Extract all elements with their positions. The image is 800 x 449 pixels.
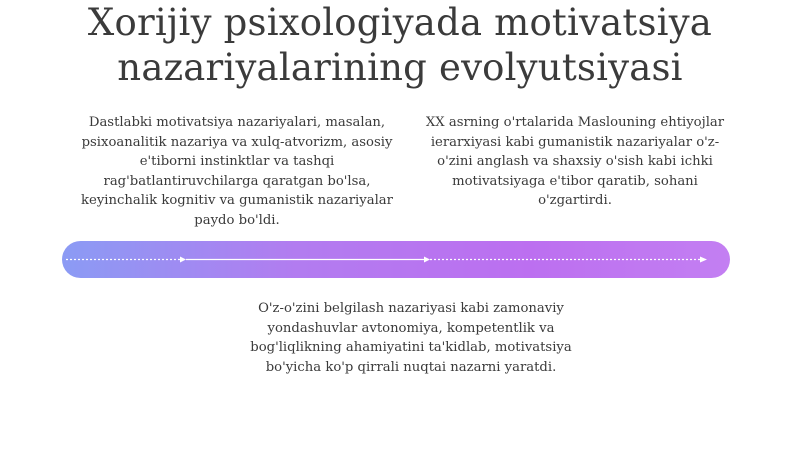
page-title: Xorijiy psixologiyada motivatsiya nazariyalarining evolyutsiyasi — [87, 1, 713, 89]
humanistic-theories-text: XX asrning o'rtalarida Maslouning ehtiyojlar ierarxiyasi kabi gumanistik nazariyalar o'z-o'zini anglash va shaxsiy o'sish kabi ichki motivatsiyaga e'tibor qaratib, sohani o'zgartirdi. — [425, 115, 725, 208]
timeline-arrow-1-icon — [180, 257, 186, 263]
timeline-arrow-3-icon — [700, 257, 707, 263]
timeline-arrows — [62, 241, 730, 278]
timeline-bar — [62, 241, 730, 278]
modern-theories-text: O'z-o'zini belgilash nazariyasi kabi zamonaviy yondashuvlar avtonomiya, kompetentlik va bog'liqlikning ahamiyatini ta'kidlab, motivatsiya bo'yicha ko'p qirrali nuqtai nazarni yaratdi. — [250, 301, 572, 375]
early-theories-text: Dastlabki motivatsiya nazariyalari, masalan, psixoanalitik nazariya va xulq-atvorizm, asosiy e'tiborni instinktlar va tashqi rag'batlantiruvchilarga qaratgan bo'lsa, keyinchalik kognitiv va gumanistik nazariyalar paydo bo'ldi. — [81, 115, 393, 228]
timeline-arrow-2-icon — [424, 257, 430, 263]
